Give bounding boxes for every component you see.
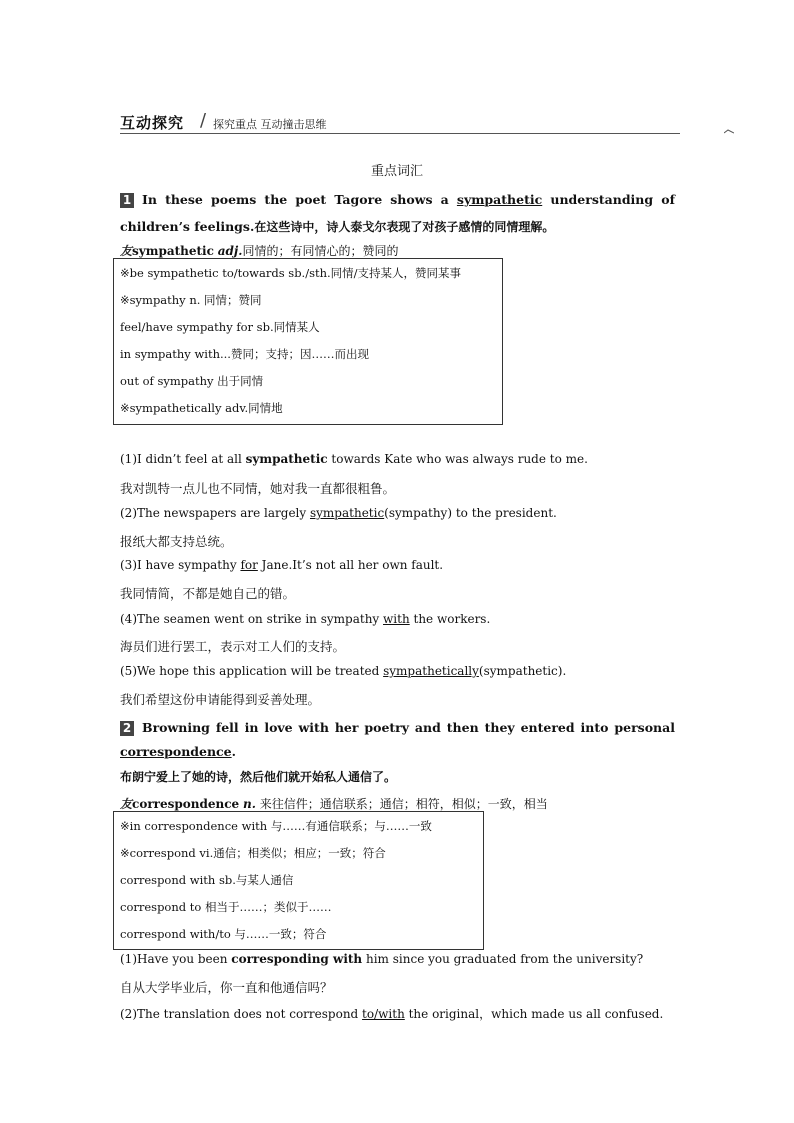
item2-example-en <box>120 952 643 966</box>
example-text: (5)We hope this application will be treated <box>120 664 384 678</box>
item1-box-line: out of sympathy 出于同情 <box>120 374 264 388</box>
item1-example-en <box>120 664 566 678</box>
item1-sentence-a: In these poems the poet Tagore shows a <box>142 192 457 207</box>
item1-number: 1 <box>120 193 134 208</box>
example-answer: for <box>240 558 258 572</box>
header-rule <box>120 133 680 134</box>
item2-def-pos: n. <box>243 797 256 811</box>
item2-usage-box <box>113 811 484 950</box>
header-slash: / <box>200 110 207 131</box>
header-notch-icon <box>724 129 734 134</box>
header-subtitle: 探究重点 互动撞击思维 <box>213 118 327 131</box>
item2-def-word: correspondence <box>132 797 240 811</box>
item1-box-line: feel/have sympathy for sb.同情某人 <box>120 320 320 334</box>
item1-definition <box>120 242 398 259</box>
item1-translation: 在这些诗中，诗人泰戈尔表现了对孩子感情的同情理解。 <box>254 220 555 234</box>
header-title: 互动探究 <box>120 114 185 132</box>
example-text: Jane.It’s not all her own fault. <box>257 558 444 572</box>
item1-example-zh: 海员们进行罢工，表示对工人们的支持。 <box>120 639 346 654</box>
item1-sentence <box>120 186 675 241</box>
item1-box-line: ※sympathetically adv.同情地 <box>120 401 283 415</box>
example-text: the original，which made us all confused. <box>404 1007 664 1021</box>
example-text: (4)The seamen went on strike in sympathy <box>120 612 384 626</box>
section-title: 重点词汇 <box>370 164 423 179</box>
item1-usage-box <box>113 258 503 425</box>
item2-box-line: ※in correspondence with 与……有通信联系；与……一致 <box>120 819 432 833</box>
item1-example-zh: 报纸大都支持总统。 <box>120 534 233 549</box>
item1-box-line: ※sympathy n. 同情；赞同 <box>120 293 262 307</box>
item2-def-meaning: 来往信件；通信联系；通信；相符，相似；一致，相当 <box>259 797 548 811</box>
item1-example-zh: 我对凯特一点儿也不同情，她对我一直都很粗鲁。 <box>120 481 396 496</box>
item1-sentence-b: understanding of children’s feelings. <box>120 192 675 234</box>
item2-example-zh: 自从大学毕业后，你一直和他通信吗？ <box>120 980 333 995</box>
item2-keyword: correspondence <box>120 744 232 759</box>
example-text: him since you graduated from the university? <box>362 952 644 966</box>
example-keyword: corresponding with <box>231 952 363 966</box>
page-header <box>120 110 680 136</box>
item2-box-line: correspond to 相当于……；类似于…… <box>120 900 332 914</box>
example-text: towards Kate who was always rude to me. <box>327 452 588 466</box>
item1-example-en <box>120 558 443 572</box>
item2-number: 2 <box>120 721 134 736</box>
example-text: (2)The translation does not correspond <box>120 1007 363 1021</box>
item2-example-en <box>120 1005 663 1022</box>
example-answer: sympathetically <box>383 664 479 678</box>
item2-sentence-b: . <box>231 744 236 759</box>
example-text: (3)I have sympathy <box>120 558 241 572</box>
example-text: the workers. <box>409 612 491 626</box>
example-text: (sympathetic). <box>478 664 567 678</box>
item2-definition <box>120 795 548 812</box>
item2-box-line: correspond with/to 与……一致；符合 <box>120 927 327 941</box>
item2-sentence <box>120 716 675 764</box>
item2-translation: 布朗宁爱上了她的诗，然后他们就开始私人通信了。 <box>120 770 397 784</box>
item1-box-line: ※be sympathetic to/towards sb./sth.同情/支持某人，赞同某事 <box>120 266 462 280</box>
item1-def-pos: adj. <box>217 244 243 258</box>
item2-marker: 友 <box>120 797 133 811</box>
item2-sentence-a: Browning fell in love with her poetry and then they entered into personal <box>142 720 675 735</box>
example-answer: with <box>383 612 410 626</box>
item2-box-line: ※correspond vi.通信；相类似；相应；一致；符合 <box>120 846 386 860</box>
example-text: (sympathy) to the president. <box>384 506 557 520</box>
example-answer: to/with <box>362 1007 405 1021</box>
item1-example-en <box>120 506 557 520</box>
item1-example-zh: 我同情简，不都是她自己的错。 <box>120 586 296 601</box>
item1-def-word: sympathetic <box>132 244 214 258</box>
item1-keyword: sympathetic <box>456 192 543 207</box>
item1-example-en <box>120 452 588 466</box>
item1-def-meaning: 同情的；有同情心的；赞同的 <box>242 244 399 258</box>
example-text: (1)I didn’t feel at all <box>120 452 246 466</box>
item1-box-line: in sympathy with...赞同；支持；因……而出现 <box>120 347 369 361</box>
example-text: (2)The newspapers are largely <box>120 506 310 520</box>
item1-example-en <box>120 612 490 626</box>
item2-box-line: correspond with sb.与某人通信 <box>120 873 294 887</box>
item1-marker: 友 <box>120 244 133 258</box>
example-keyword: sympathetic <box>245 452 328 466</box>
example-answer: sympathetic <box>309 506 385 520</box>
example-text: (1)Have you been <box>120 952 232 966</box>
item1-example-zh: 我们希望这份申请能得到妥善处理。 <box>120 692 321 707</box>
